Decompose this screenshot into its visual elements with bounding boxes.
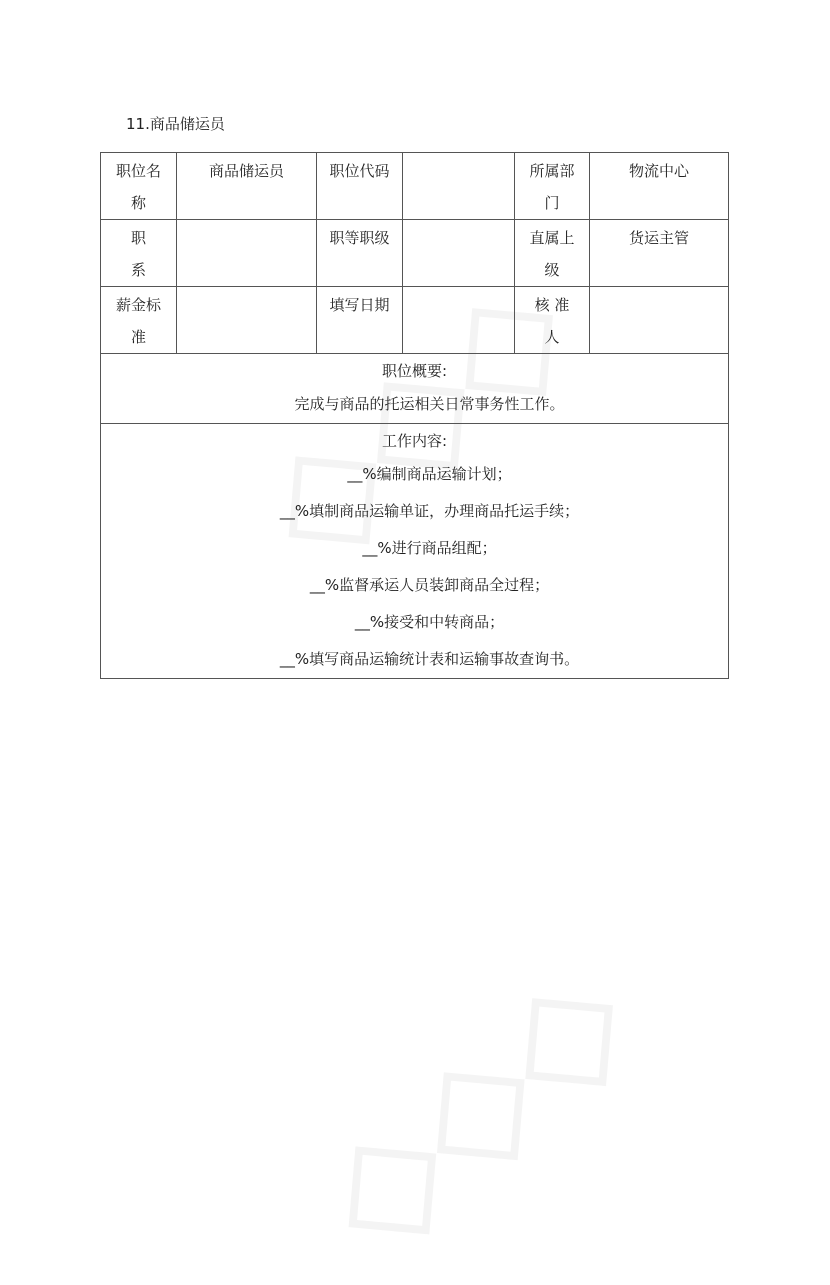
watermark — [285, 929, 662, 1285]
job-series-value — [177, 220, 317, 287]
supervisor-label: 直属上级 — [515, 220, 590, 287]
duties-title: 工作内容: — [381, 432, 448, 450]
duty-item: __%填写商品运输统计表和运输事故查询书。 — [279, 650, 580, 668]
duties-section — [101, 424, 729, 679]
duty-item: __%监督承运人员装卸商品全过程； — [309, 576, 550, 594]
table-row — [101, 287, 729, 354]
department-value: 物流中心 — [590, 153, 729, 220]
summary-title: 职位概要: — [381, 362, 448, 380]
duty-item: __%接受和中转商品； — [354, 613, 505, 631]
supervisor-value: 货运主管 — [590, 220, 729, 287]
approver-value — [590, 287, 729, 354]
position-name-label: 职位名称 — [101, 153, 177, 220]
summary-section — [101, 354, 729, 424]
department-label: 所属部门 — [515, 153, 590, 220]
duty-item: __%填制商品运输单证，办理商品托运手续； — [279, 502, 580, 520]
job-series-label: 职 系 — [101, 220, 177, 287]
table-row — [101, 220, 729, 287]
salary-standard-value — [177, 287, 317, 354]
page-title: 11.商品储运员 — [126, 115, 225, 133]
grade-value — [403, 220, 515, 287]
duty-item: __%编制商品运输计划； — [347, 465, 512, 483]
summary-row — [101, 354, 729, 424]
job-info-table — [100, 152, 729, 679]
fill-date-label: 填写日期 — [317, 287, 403, 354]
duties-row — [101, 424, 729, 679]
approver-label: 核 准 人 — [515, 287, 590, 354]
position-code-value — [403, 153, 515, 220]
position-name-value: 商品储运员 — [177, 153, 317, 220]
summary-text: 完成与商品的托运相关日常事务性工作。 — [294, 395, 565, 413]
duty-item: __%进行商品组配； — [362, 539, 497, 557]
fill-date-value — [403, 287, 515, 354]
salary-standard-label: 薪金标准 — [101, 287, 177, 354]
position-code-label: 职位代码 — [317, 153, 403, 220]
table-row — [101, 153, 729, 220]
grade-label: 职等职级 — [317, 220, 403, 287]
